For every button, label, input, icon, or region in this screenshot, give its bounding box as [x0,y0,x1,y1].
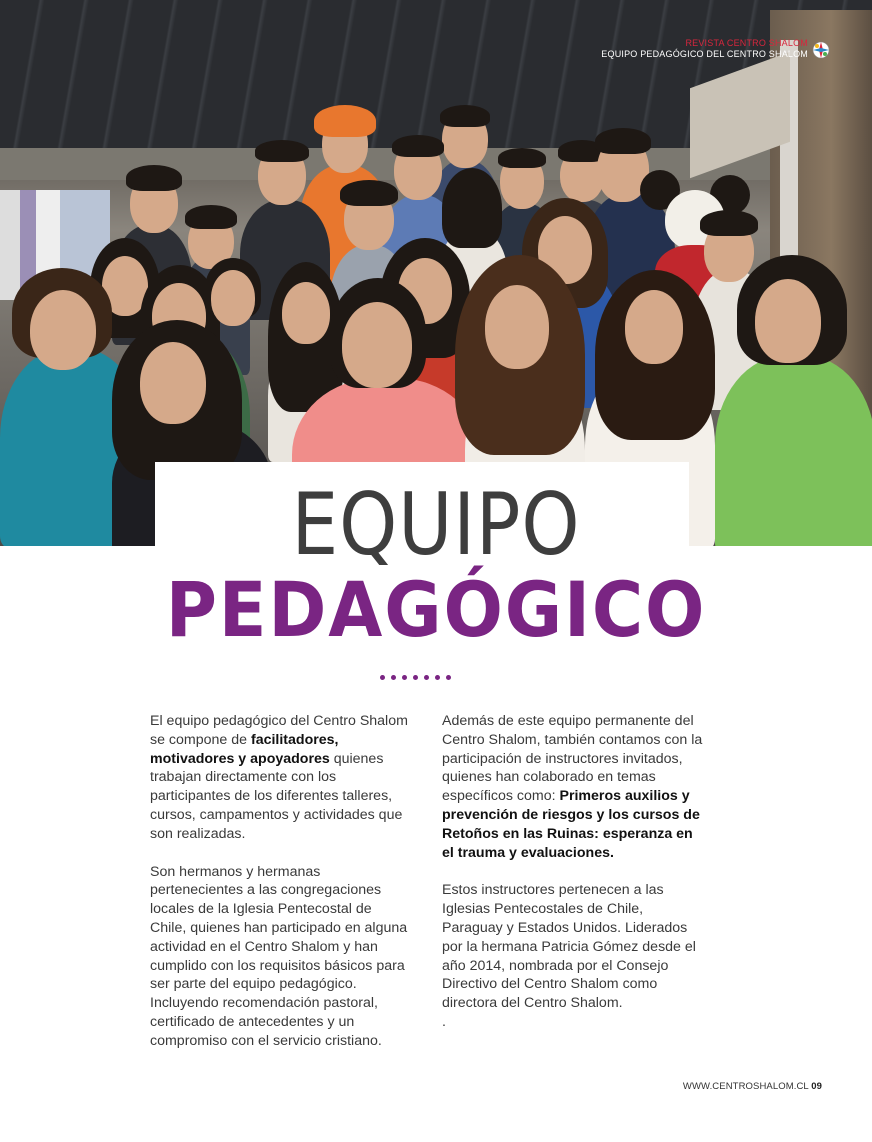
emphasis-text: facilitadores, motivadores y apoyadores [150,731,339,767]
emphasis-text: Primeros auxilios y prevención de riesgos y los cursos de Retoños en las Ruinas: esperanza en el trauma y evaluaciones. [442,788,700,861]
right-column [442,712,704,1032]
page-title-line2: PEDAGÓGICO [165,565,707,654]
text-span: quienes trabajan directamente con los participantes de los diferentes talleres, cursos, campamentos y actividades que son realizadas. [150,750,403,842]
shalom-logo-icon [812,41,830,59]
dotted-divider [380,675,470,683]
left-column [150,712,408,1051]
text-span: Además de este equipo permanente del Centro Shalom, también contamos con la participación de instructores invitados, quienes han colaborado en temas específicos como: [442,713,703,805]
text-span: El equipo pedagógico del Centro Shalom se compone de [150,713,408,748]
right-paragraph-1 [442,712,704,862]
right-paragraph-2: Estos instructores pertenecen a las Iglesias Pentecostales de Chile, Paraguay y Estados Unidos. Liderados por la hermana Patricia Gómez desde el año 2014, nombrada por el Consejo Directivo del Centro Shalom como directora del Centro Shalom. [442,882,696,1012]
page-title-line1: EQUIPO [291,475,581,575]
website-link[interactable]: WWW.CENTROSHALOM.CL [682,1081,809,1092]
left-paragraph-2: Son hermanos y hermanas pertenecientes a las congregaciones locales de la Iglesia Pentecostal de Chile, quienes han participado en alguna actividad en el Centro Shalom y han cumplido con los requisitos básicos para ser parte del equipo pedagógico. Incluyendo recomendación pastoral, certificado de antecedentes y un compromiso con el servicio cristiano. [150,863,408,1049]
right-paragraph-3: . [442,1013,446,1030]
magazine-name: REVISTA CENTRO SHALOM [685,38,808,48]
section-name: EQUIPO PEDAGÓGICO DEL CENTRO SHALOM [601,49,808,59]
page-number: 09 [811,1081,822,1092]
page-footer [683,1081,822,1092]
running-header [601,38,808,60]
left-paragraph-1 [150,712,408,844]
